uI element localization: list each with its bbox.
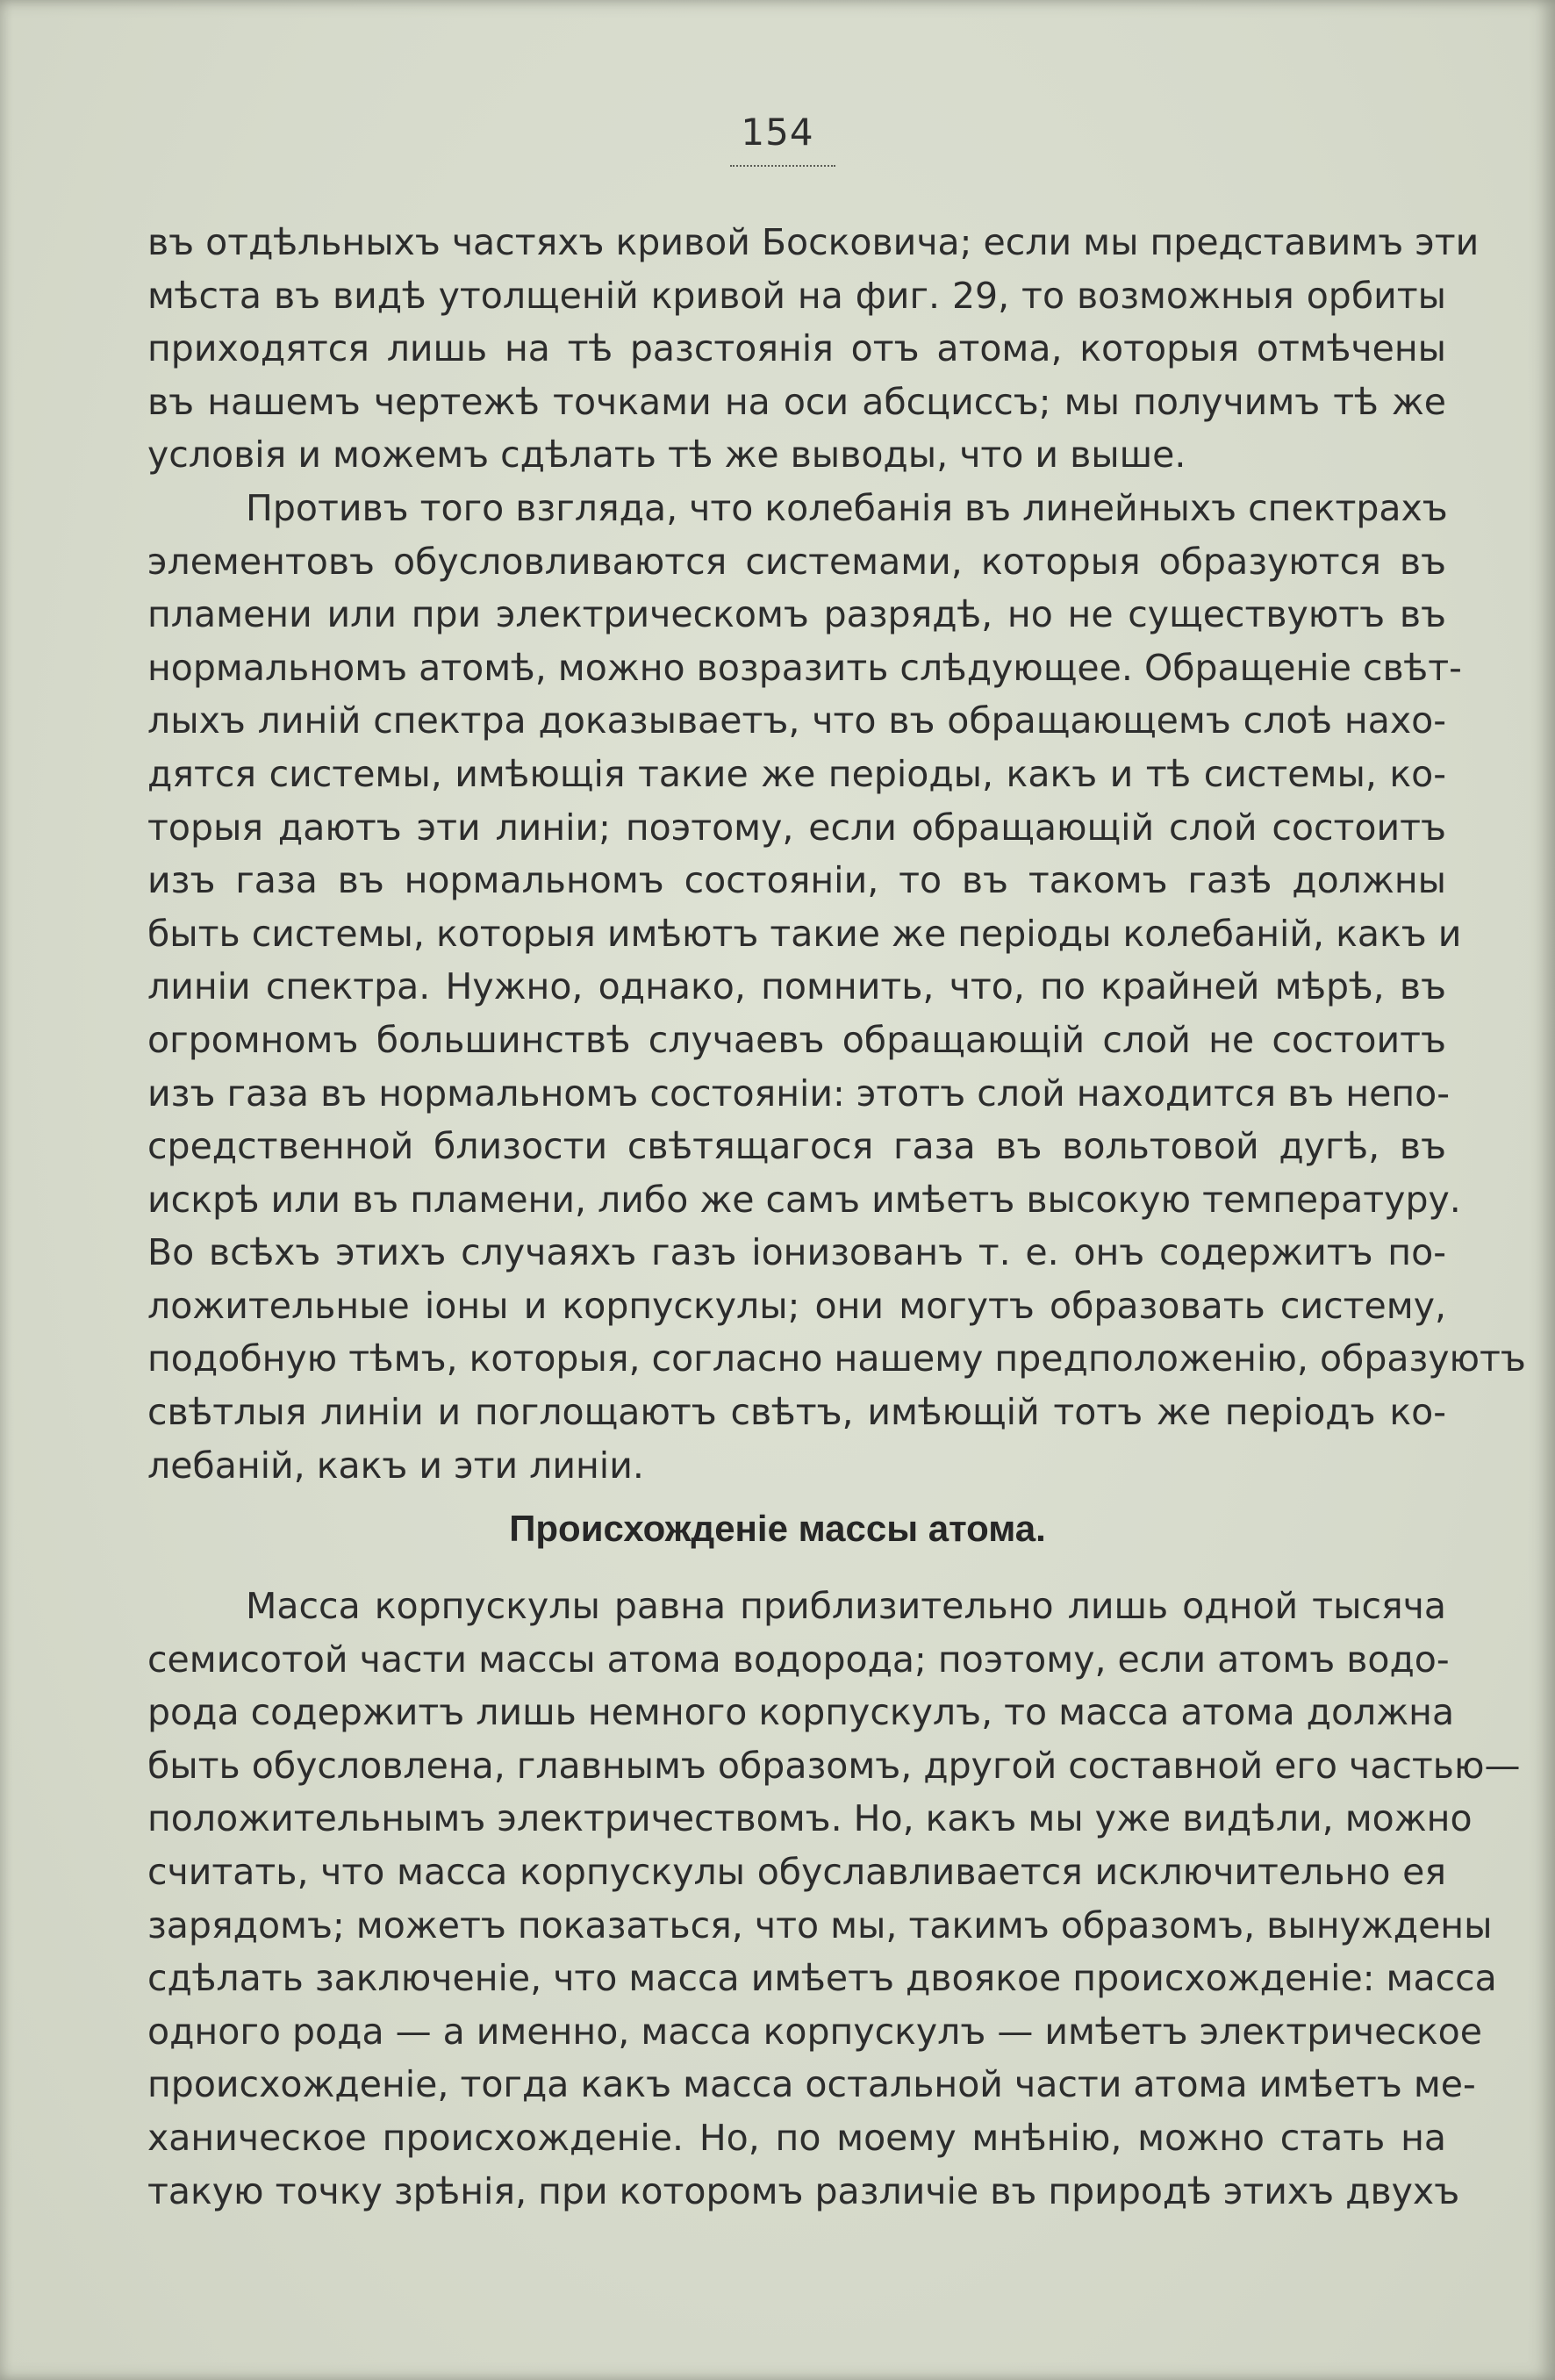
text-line: сдѣлать заключеніе, что масса имѣетъ двоякое происхожденіе: масса [147, 1957, 1497, 2000]
text-line: такую точку зрѣнія, при которомъ различіе въ природѣ этихъ двухъ [147, 2169, 1460, 2212]
text-line: лебаній, какъ и эти линіи. [147, 1444, 644, 1487]
text-line: положительнымъ электричествомъ. Но, какъ мы уже видѣли, можно [147, 1797, 1473, 1840]
text-line: огромномъ большинствѣ случаевъ обращающій слой не состоитъ [147, 1018, 1446, 1061]
text-line: въ отдѣльныхъ частяхъ кривой Босковича; если мы представимъ эти [147, 221, 1480, 263]
text-line: изъ газа въ нормальномъ состояніи: этотъ слой находится въ непо- [147, 1072, 1451, 1115]
page-number: 154 [741, 111, 814, 154]
text-line: быть системы, которыя имѣютъ такие же періоды колебаній, какъ и [147, 912, 1462, 955]
text-block-top [147, 216, 1526, 1492]
text-line: Масса корпускулы равна приблизительно лишь одной тысяча [246, 1585, 1446, 1627]
text-line: средственной близости свѣтящагося газа въ вольтовой дугѣ, въ [147, 1125, 1446, 1168]
paragraph [147, 1580, 1521, 2218]
text-line: происхожденіе, тогда какъ масса остальной части атома имѣетъ ме- [147, 2063, 1476, 2106]
text-line: дятся системы, имѣющія такие же періоды, какъ и тѣ системы, ко- [147, 752, 1446, 795]
paragraph [147, 216, 1480, 482]
text-line: семисотой части массы атома водорода; поэтому, если атомъ водо- [147, 1638, 1450, 1681]
text-line: лыхъ линій спектра доказываетъ, что въ обращающемъ слоѣ нахо- [147, 699, 1446, 742]
text-line: зарядомъ; можетъ показаться, что мы, такимъ образомъ, вынуждены [147, 1903, 1493, 1946]
text-line: Во всѣхъ этихъ случаяхъ газъ іонизованъ т. е. онъ содержитъ по- [147, 1231, 1446, 1274]
page-number-rule [730, 165, 835, 167]
text-line: искрѣ или въ пламени, либо же самъ имѣетъ высокую температуру. [147, 1178, 1461, 1221]
text-line: Противъ того взгляда, что колебанія въ линейныхъ спектрахъ [246, 486, 1448, 529]
paragraph [147, 482, 1526, 1492]
text-line: одного рода — а именно, масса корпускулъ — имѣетъ электрическое [147, 2010, 1482, 2053]
text-block-bottom [147, 1580, 1521, 2218]
section-heading: Происхожденіе массы атома. [509, 1508, 1046, 1549]
text-line: свѣтлыя линіи и поглощаютъ свѣтъ, имѣющій тотъ же періодъ ко- [147, 1391, 1446, 1434]
text-line: изъ газа въ нормальномъ состояніи, то въ такомъ газѣ должны [147, 859, 1446, 902]
text-line: рода содержитъ лишь немного корпускулъ, то масса атома должна [147, 1691, 1455, 1734]
text-line: приходятся лишь на тѣ разстоянія отъ атома, которыя отмѣчены [147, 327, 1446, 370]
text-line: въ нашемъ чертежѣ точками на оси абсциссъ; мы получимъ тѣ же [147, 380, 1446, 423]
text-line: пламени или при электрическомъ разрядѣ, но не существуютъ въ [147, 593, 1446, 636]
text-line: быть обусловлена, главнымъ образомъ, другой составной его частью— [147, 1744, 1521, 1787]
text-line: линіи спектра. Нужно, однако, помнить, что, по крайней мѣрѣ, въ [147, 965, 1446, 1008]
text-line: ложительные іоны и корпускулы; они могутъ образовать систему, [147, 1284, 1446, 1327]
text-line: подобную тѣмъ, которыя, согласно нашему предположенію, образуютъ [147, 1337, 1526, 1380]
text-line: нормальномъ атомѣ, можно возразить слѣдующее. Обращеніе свѣт- [147, 646, 1462, 689]
text-line: мѣста въ видѣ утолщеній кривой на фиг. 29, то возможныя орбиты [147, 274, 1446, 317]
text-line: условія и можемъ сдѣлать тѣ же выводы, что и выше. [147, 434, 1186, 477]
text-line: торыя даютъ эти линіи; поэтому, если обращающій слой состоитъ [147, 806, 1446, 849]
text-line: считать, что масса корпускулы обуславливается исключительно ея [147, 1850, 1446, 1893]
text-line: ханическое происхожденіе. Но, по моему мнѣнію, можно стать на [147, 2116, 1446, 2159]
text-line: элементовъ обусловливаются системами, которыя образуются въ [147, 540, 1446, 583]
